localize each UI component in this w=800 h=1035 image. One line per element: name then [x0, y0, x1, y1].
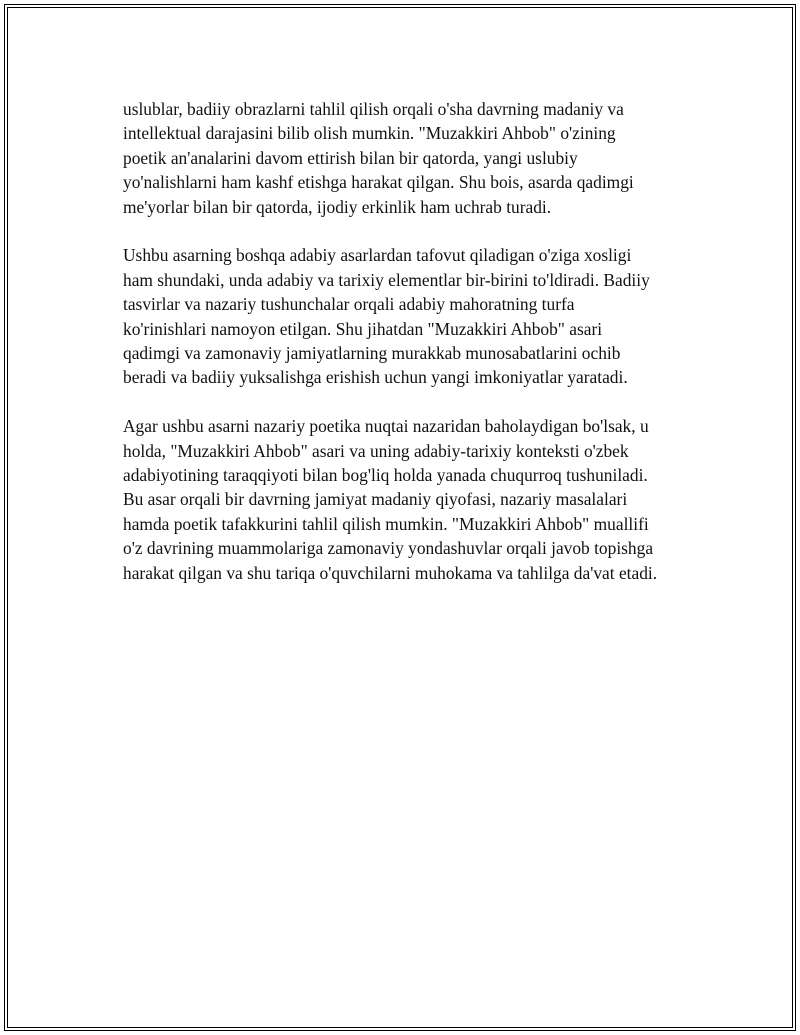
paragraph-line: yo'nalishlarni ham kashf etishga harakat qilgan. Shu bois, asarda qadimgi [123, 172, 634, 193]
paragraph-line: intellektual darajasini bilib olish mumkin. "Muzakkiri Ahbob" o'zining [123, 123, 616, 144]
paragraph-2 [123, 243, 707, 389]
document-body [123, 97, 707, 609]
paragraph-line: uslublar, badiiy obrazlarni tahlil qilish orqali o'sha davrning madaniy va [123, 99, 624, 119]
paragraph-3 [123, 414, 707, 585]
page-frame [4, 4, 796, 1031]
paragraph-line: Agar ushbu asarni nazariy poetika nuqtai nazaridan baholaydigan bo'lsak, u [123, 416, 649, 437]
paragraph-line: ko'rinishlari namoyon etilgan. Shu jihatdan "Muzakkiri Ahbob" asari [123, 318, 603, 339]
paragraph-line: ham shundaki, unda adabiy va tarixiy elementlar bir-birini to'ldiradi. Badiiy [123, 269, 650, 290]
paragraph-line: o'z davrining muammolariga zamonaviy yondashuvlar orqali javob topishga [123, 538, 654, 559]
paragraph-line: beradi va badiiy yuksalishga erishish uchun yangi imkoniyatlar yaratadi. [123, 367, 628, 388]
paragraph-line: qadimgi va zamonaviy jamiyatlarning murakkab munosabatlarini ochib [123, 343, 621, 364]
paragraph-line: Bu asar orqali bir davrning jamiyat madaniy qiyofasi, nazariy masalalari [123, 489, 628, 510]
paragraph-line: harakat qilgan va shu tariqa o'quvchilarni muhokama va tahlilga da'vat etadi. [123, 562, 658, 583]
paragraph-line: tasvirlar va nazariy tushunchalar orqali adabiy mahoratning turfa [123, 294, 575, 315]
paragraph-line: me'yorlar bilan bir qatorda, ijodiy erkinlik ham uchrab turadi. [123, 196, 552, 217]
paragraph-line: adabiyotining taraqqiyoti bilan bog'liq holda yanada chuqurroq tushuniladi. [123, 465, 648, 486]
paragraph-line: poetik an'analarini davom ettirish bilan bir qatorda, yangi uslubiy [123, 147, 578, 168]
paragraph-line: holda, "Muzakkiri Ahbob" asari va uning adabiy-tarixiy konteksti o'zbek [123, 440, 629, 461]
paragraph-line: hamda poetik tafakkurini tahlil qilish mumkin. "Muzakkiri Ahbob" muallifi [123, 513, 649, 534]
paragraph-1 [123, 97, 707, 219]
paragraph-line: Ushbu asarning boshqa adabiy asarlardan tafovut qiladigan o'ziga xosligi [123, 245, 632, 266]
